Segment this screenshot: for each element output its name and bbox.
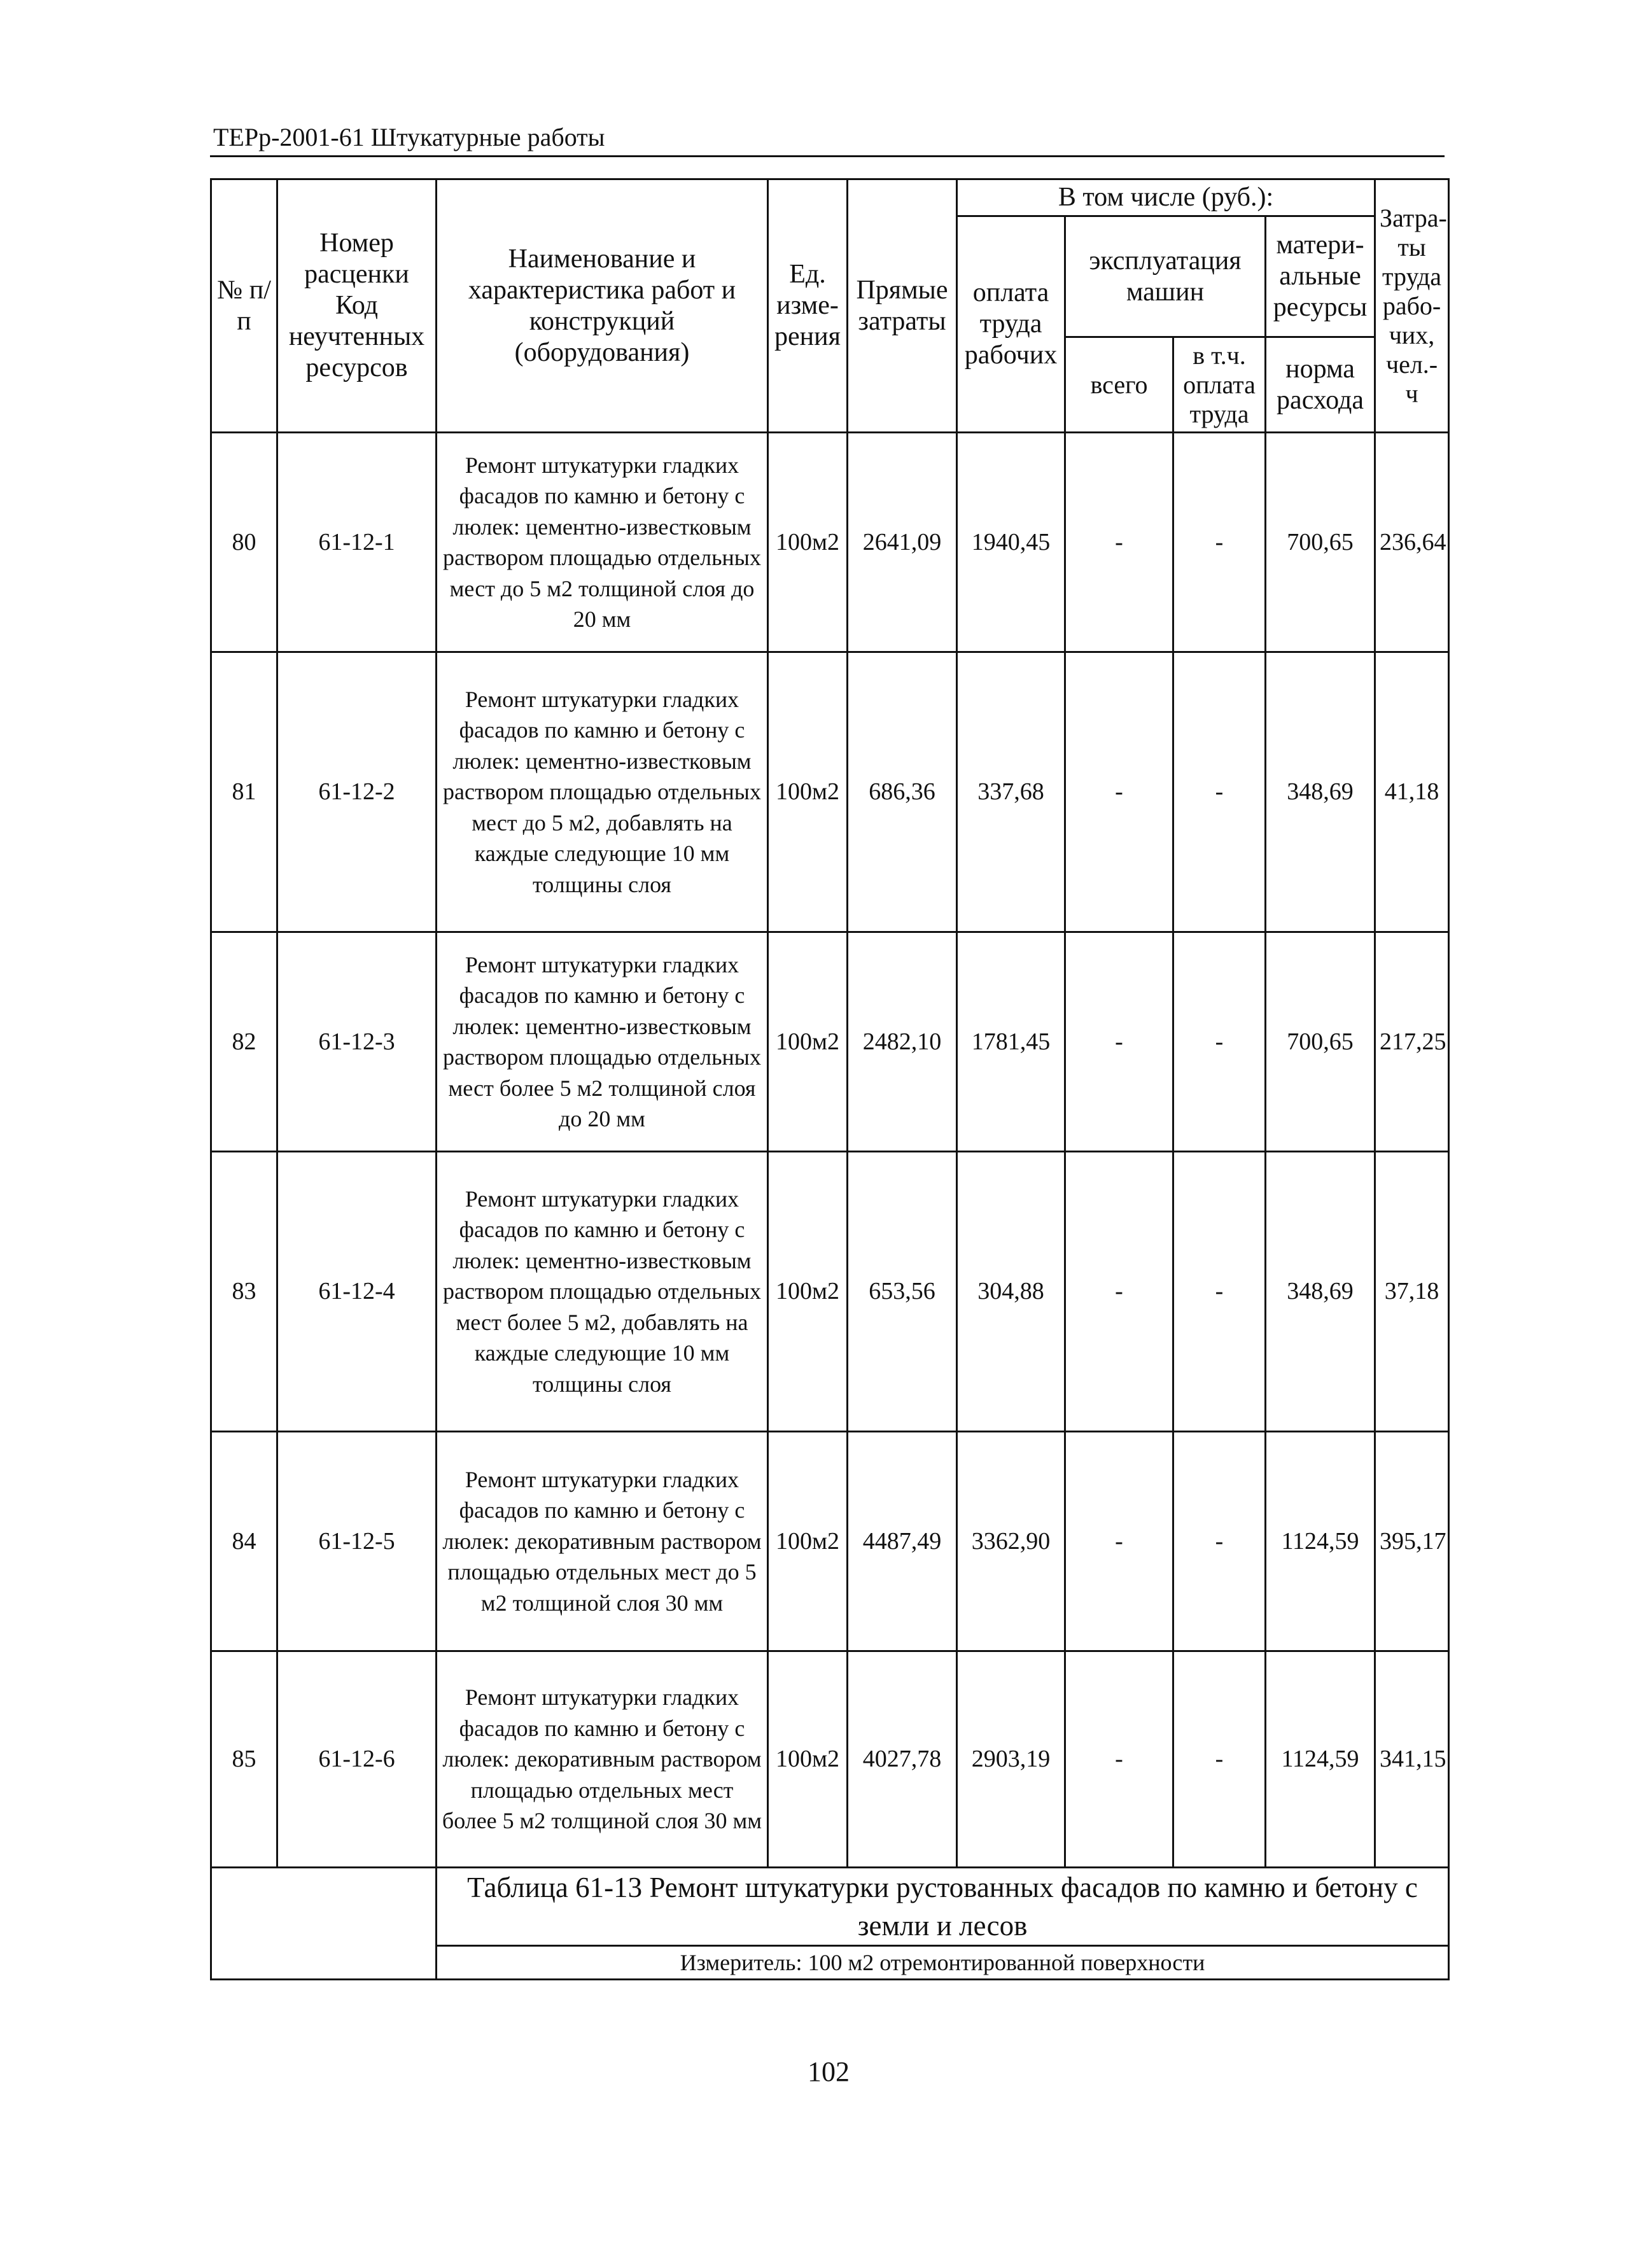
row-materials: 348,69	[1266, 652, 1375, 932]
header-labor-cost-label: Затра-ты труда рабо-чих,	[1380, 203, 1447, 349]
row-num: 83	[211, 1152, 277, 1432]
header-unit: Ед. изме-рения	[768, 179, 848, 433]
price-table	[210, 178, 1450, 1980]
row-machines-incl: -	[1173, 433, 1266, 652]
row-num: 81	[211, 652, 277, 932]
section-title: Таблица 61-13 Ремонт штукатурки рустованных фасадов по камню и бетону с земли и лесов	[437, 1868, 1449, 1946]
row-unit: 100м2	[768, 433, 848, 652]
row-labor-pay: 1781,45	[957, 932, 1065, 1152]
row-code: 61-12-5	[277, 1432, 437, 1651]
row-materials: 1124,59	[1266, 1651, 1375, 1868]
row-materials: 1124,59	[1266, 1432, 1375, 1651]
row-labor-pay: 2903,19	[957, 1651, 1065, 1868]
row-direct-cost: 653,56	[848, 1152, 957, 1432]
row-direct-cost: 2482,10	[848, 932, 957, 1152]
row-num: 84	[211, 1432, 277, 1651]
row-num: 85	[211, 1651, 277, 1868]
table-row	[211, 1152, 1449, 1432]
header-labor-cost	[1375, 179, 1449, 433]
row-machines-total: -	[1065, 1432, 1173, 1651]
row-materials: 700,65	[1266, 932, 1375, 1152]
row-unit: 100м2	[768, 932, 848, 1152]
header-num: № п/п	[211, 179, 277, 433]
table-row	[211, 1651, 1449, 1868]
row-direct-cost: 2641,09	[848, 433, 957, 652]
row-direct-cost: 4487,49	[848, 1432, 957, 1651]
header-code: Номер расценки Код неучтенных ресурсов	[277, 179, 437, 433]
table-row	[211, 1432, 1449, 1651]
row-labor-pay: 1940,45	[957, 433, 1065, 652]
row-labor-cost: 37,18	[1375, 1152, 1449, 1432]
header-labor-cost-unit: чел.-ч	[1385, 349, 1438, 408]
table-row	[211, 433, 1449, 652]
row-description: Ремонт штукатурки гладких фасадов по камню и бетону с люлек: цементно-известковым раствором площадью отдельных мест до 5 м2, добавлять на каждые следующие 10 мм толщины слоя	[437, 652, 768, 932]
header-materials-norm: норма расхода	[1266, 337, 1375, 433]
row-code: 61-12-6	[277, 1651, 437, 1868]
header-machines: эксплуатация машин	[1065, 216, 1266, 337]
header-rule	[210, 155, 1445, 157]
row-labor-pay: 304,88	[957, 1152, 1065, 1432]
row-machines-total: -	[1065, 652, 1173, 932]
row-labor-cost: 41,18	[1375, 652, 1449, 932]
row-description: Ремонт штукатурки гладких фасадов по камню и бетону с люлек: декоративным раствором площадью отдельных мест более 5 м2 толщиной слоя 30 мм	[437, 1651, 768, 1868]
row-machines-total: -	[1065, 433, 1173, 652]
row-machines-incl: -	[1173, 1432, 1266, 1651]
running-title: ТЕРр-2001-61 Штукатурные работы	[213, 123, 605, 151]
row-labor-cost: 395,17	[1375, 1432, 1449, 1651]
row-materials: 348,69	[1266, 1152, 1375, 1432]
row-unit: 100м2	[768, 1651, 848, 1868]
row-labor-cost: 341,15	[1375, 1651, 1449, 1868]
row-machines-total: -	[1065, 1152, 1173, 1432]
row-machines-total: -	[1065, 932, 1173, 1152]
row-machines-incl: -	[1173, 932, 1266, 1152]
header-including: В том числе (руб.):	[957, 179, 1375, 216]
row-unit: 100м2	[768, 1432, 848, 1651]
row-description: Ремонт штукатурки гладких фасадов по камню и бетону с люлек: декоративным раствором площадью отдельных мест до 5 м2 толщиной слоя 30 мм	[437, 1432, 768, 1651]
row-num: 82	[211, 932, 277, 1152]
header-labor-pay: оплата труда рабочих	[957, 216, 1065, 433]
header-materials: матери-альные ресурсы	[1266, 216, 1375, 337]
header-machines-total: всего	[1065, 337, 1173, 433]
row-labor-cost: 236,64	[1375, 433, 1449, 652]
row-unit: 100м2	[768, 1152, 848, 1432]
meter-label: Измеритель: 100 м2 отремонтированной поверхности	[437, 1946, 1449, 1980]
row-machines-incl: -	[1173, 652, 1266, 932]
header-direct: Прямые затраты	[848, 179, 957, 433]
row-labor-pay: 337,68	[957, 652, 1065, 932]
row-code: 61-12-4	[277, 1152, 437, 1432]
row-machines-incl: -	[1173, 1152, 1266, 1432]
row-machines-incl: -	[1173, 1651, 1266, 1868]
row-machines-total: -	[1065, 1651, 1173, 1868]
page-number: 102	[808, 2056, 850, 2087]
table-row	[211, 932, 1449, 1152]
row-materials: 700,65	[1266, 433, 1375, 652]
table-row	[211, 652, 1449, 932]
row-direct-cost: 4027,78	[848, 1651, 957, 1868]
row-unit: 100м2	[768, 652, 848, 932]
row-description: Ремонт штукатурки гладких фасадов по камню и бетону с люлек: цементно-известковым раствором площадью отдельных мест более 5 м2, добавлять на каждые следующие 10 мм толщины слоя	[437, 1152, 768, 1432]
row-direct-cost: 686,36	[848, 652, 957, 932]
row-num: 80	[211, 433, 277, 652]
row-code: 61-12-1	[277, 433, 437, 652]
row-description: Ремонт штукатурки гладких фасадов по камню и бетону с люлек: цементно-известковым раствором площадью отдельных мест более 5 м2 толщиной слоя до 20 мм	[437, 932, 768, 1152]
footer-blank-cell	[211, 1868, 437, 1980]
row-code: 61-12-3	[277, 932, 437, 1152]
header-name: Наименование и характеристика работ и конструкций (оборудования)	[437, 179, 768, 433]
row-description: Ремонт штукатурки гладких фасадов по камню и бетону с люлек: цементно-известковым раствором площадью отдельных мест до 5 м2 толщиной слоя до 20 мм	[437, 433, 768, 652]
row-code: 61-12-2	[277, 652, 437, 932]
header-machines-incl: в т.ч. оплата труда	[1173, 337, 1266, 433]
row-labor-cost: 217,25	[1375, 932, 1449, 1152]
row-labor-pay: 3362,90	[957, 1432, 1065, 1651]
